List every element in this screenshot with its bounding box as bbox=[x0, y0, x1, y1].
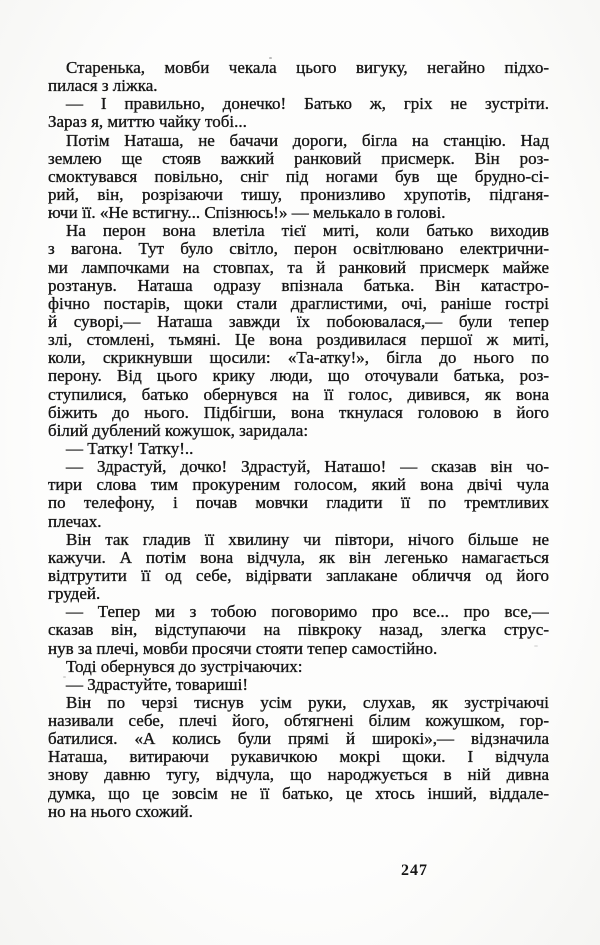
text-line: розтанув. Наташа одразу впізнала батька. Він катастро- bbox=[48, 276, 549, 295]
paragraph bbox=[48, 531, 549, 604]
paragraph bbox=[48, 658, 549, 676]
scan-speckle bbox=[63, 676, 66, 678]
text-line: рий, він, розрізаючи тишу, пронизливо хрупотів, підганя- bbox=[48, 185, 549, 204]
text-line: — Татку! Татку!.. bbox=[66, 439, 194, 458]
text-line: На перон вона влетіла тієї миті, коли батько виходив bbox=[66, 222, 549, 241]
text-line: біжить до нього. Підбігши, вона ткнулася головою в його bbox=[48, 403, 549, 422]
text-line: коли, скрикнувши щосили: «Та-атку!», бігла до нього по bbox=[48, 349, 549, 368]
text-line: грудей. bbox=[48, 585, 101, 604]
text-line: ступилися, батько обернувся на її голос, дивився, як вона bbox=[48, 385, 549, 404]
text-line: плечах. bbox=[48, 512, 102, 531]
text-line: но на нього схожий. bbox=[48, 802, 193, 821]
text-line: ючи її. «Не встигну... Спізнюсь!» — мелькало в голові. bbox=[48, 204, 446, 223]
text-line: Старенька, мовби чекала цього вигуку, негайно підхо- bbox=[66, 59, 549, 77]
text-line: білий дублений кожушок, заридала: bbox=[48, 421, 309, 440]
text-line: — І правильно, донечко! Батько ж, гріх не зустріти. bbox=[66, 95, 549, 114]
page-number: 247 bbox=[401, 862, 428, 879]
text-line: землею ще стояв важкий ранковий присмерк. Він роз- bbox=[48, 149, 549, 168]
text-line: Зараз я, миттю чайку тобі... bbox=[48, 113, 247, 132]
text-line: відтрутити її од себе, відірвати заплакане обличчя од його bbox=[48, 566, 549, 585]
text-line: батилися. «А колись були прямі й широкі»,— відзначила bbox=[48, 730, 549, 749]
text-line: ми лампочками на стовпах, та й ранковий присмерк майже bbox=[48, 258, 549, 277]
text-line: кажучи. А потім вона відчула, як він легенько намагається bbox=[48, 548, 549, 567]
paragraph bbox=[48, 676, 549, 694]
text-line: Він по черзі тиснув усім руки, слухав, як зустрічаючі bbox=[66, 693, 549, 712]
text-line: перону. Від цього крику люди, що оточували батька, роз- bbox=[48, 367, 549, 386]
text-line: Потім Наташа, не бачачи дороги, бігла на станцію. Над bbox=[66, 131, 549, 150]
paragraph bbox=[48, 95, 549, 131]
text-line: думка, що це зовсім не її батько, це хтось інший, віддале- bbox=[48, 784, 549, 803]
paragraph bbox=[48, 59, 549, 95]
paragraph bbox=[48, 440, 549, 458]
paragraph bbox=[48, 603, 549, 657]
text-line: сказав він, відступаючи на півкроку назад, злегка струс- bbox=[48, 621, 549, 640]
paragraph bbox=[48, 222, 549, 440]
paragraph bbox=[48, 132, 549, 223]
text-line: Тоді обернувся до зустрічаючих: bbox=[66, 657, 303, 676]
text-line: смоктувався повільно, сніг під ногами був ще брудно-сі- bbox=[48, 167, 549, 186]
text-line: — Тепер ми з тобою поговоримо про все... про все,— bbox=[66, 603, 549, 622]
text-line: Він так гладив її хвилину чи півтори, нічого більше не bbox=[66, 530, 549, 549]
paragraph bbox=[48, 694, 549, 821]
text-line: знову давню тугу, відчула, що народжується в ній дивна bbox=[48, 766, 549, 785]
text-block bbox=[48, 59, 549, 821]
text-line: нув за плечі, мовби просячи стояти тепер самостійно. bbox=[48, 639, 438, 658]
text-line: й суворі,— Наташа завжди їх побоювалася,— були тепер bbox=[48, 312, 549, 331]
text-line: з вагона. Тут було світло, перон освітлювано електрични- bbox=[48, 240, 549, 259]
paragraph bbox=[48, 458, 549, 531]
text-line: — Здрастуй, дочко! Здрастуй, Наташо! — сказав він чо- bbox=[66, 458, 549, 477]
text-line: — Здрастуйте, товариші! bbox=[66, 675, 248, 694]
text-line: тири слова тим прокуреним голосом, який вона двічі чула bbox=[48, 476, 549, 495]
text-line: злі, стомлені, тьмяні. Це вона роздивилася першої ж миті, bbox=[48, 331, 549, 350]
scan-speckle bbox=[534, 645, 538, 647]
text-line: по телефону, і почав мовчки гладити її по тремтливих bbox=[48, 494, 549, 513]
scan-speckle bbox=[269, 57, 272, 59]
text-line: Наташа, витираючи рукавичкою мокрі щоки. І відчула bbox=[48, 748, 549, 767]
text-line: пилася з ліжка. bbox=[48, 77, 158, 96]
text-line: фічно постарів, щоки стали драглистими, очі, раніше гострі bbox=[48, 294, 549, 313]
text-line: називали себе, плечі його, обтягнені білим кожушком, гор- bbox=[48, 712, 549, 731]
